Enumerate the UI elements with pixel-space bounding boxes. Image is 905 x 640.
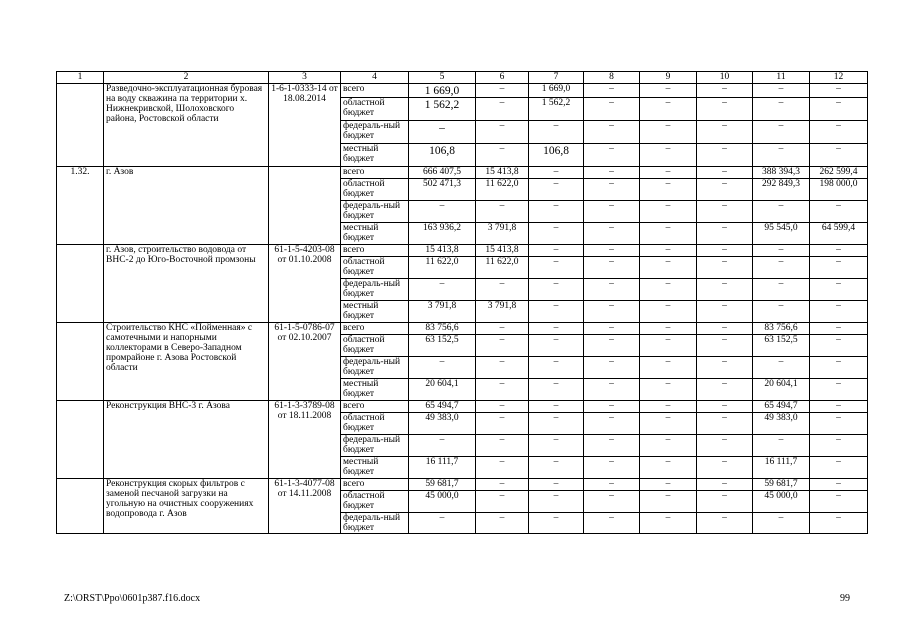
amount-cell: –	[697, 121, 753, 144]
amount-cell: –	[810, 279, 868, 301]
funding-source-cell: федераль-ный бюджет	[341, 279, 409, 301]
amount-cell: –	[476, 323, 529, 335]
amount-cell: –	[697, 179, 753, 201]
amount-cell: –	[753, 245, 810, 257]
amount-cell: 49 383,0	[409, 413, 476, 435]
amount-cell: –	[529, 401, 584, 413]
amount-cell: –	[640, 435, 697, 457]
amount-cell: 1 669,0	[529, 84, 584, 98]
amount-cell: 3 791,8	[476, 223, 529, 245]
funding-source-cell: всего	[341, 167, 409, 179]
amount-cell: 83 756,6	[409, 323, 476, 335]
amount-cell: –	[529, 335, 584, 357]
amount-cell: –	[476, 491, 529, 513]
amount-cell: –	[584, 401, 640, 413]
project-name-cell: г. Азов	[104, 167, 269, 245]
amount-cell: –	[810, 513, 868, 534]
amount-cell: –	[810, 379, 868, 401]
funding-source-cell: областной бюджет	[341, 98, 409, 121]
amount-cell: 15 413,8	[476, 167, 529, 179]
table-row	[57, 401, 868, 413]
project-name-cell: Разведочно-эксплуатационная буровая на воду скважина па территории х. Нижнекривской, Шолоховского района, Ростовской области	[104, 84, 269, 167]
document-ref-cell: 61-1-3-3789-08 от 18.11.2008	[269, 401, 341, 479]
amount-cell: –	[529, 357, 584, 379]
amount-cell: 198 000,0	[810, 179, 868, 201]
amount-cell: 45 000,0	[409, 491, 476, 513]
amount-cell: –	[584, 144, 640, 167]
amount-cell: –	[640, 479, 697, 491]
amount-cell: –	[476, 98, 529, 121]
amount-cell: –	[529, 435, 584, 457]
amount-cell: –	[584, 245, 640, 257]
amount-cell: –	[753, 279, 810, 301]
amount-cell: –	[697, 98, 753, 121]
funding-source-cell: федераль-ный бюджет	[341, 435, 409, 457]
amount-cell: –	[753, 357, 810, 379]
amount-cell: –	[409, 435, 476, 457]
amount-cell: –	[810, 84, 868, 98]
amount-cell: –	[584, 335, 640, 357]
amount-cell: 63 152,5	[753, 335, 810, 357]
amount-cell: –	[476, 144, 529, 167]
amount-cell: –	[584, 357, 640, 379]
amount-cell: –	[697, 245, 753, 257]
amount-cell: 11 622,0	[476, 179, 529, 201]
amount-cell: 45 000,0	[753, 491, 810, 513]
amount-cell: 1 562,2	[529, 98, 584, 121]
funding-source-cell: местный бюджет	[341, 379, 409, 401]
amount-cell: –	[529, 279, 584, 301]
amount-cell: –	[753, 98, 810, 121]
project-name-cell: г. Азов, строительство водовода от ВНС-2 до Юго-Восточной промзоны	[104, 245, 269, 323]
column-number-cell: 1	[57, 72, 104, 84]
amount-cell: –	[640, 84, 697, 98]
amount-cell: 15 413,8	[476, 245, 529, 257]
amount-cell: –	[640, 179, 697, 201]
column-number-cell: 5	[409, 72, 476, 84]
funding-source-cell: федераль-ный бюджет	[341, 357, 409, 379]
funding-source-cell: областной бюджет	[341, 257, 409, 279]
funding-source-cell: федераль-ный бюджет	[341, 121, 409, 144]
amount-cell: –	[640, 144, 697, 167]
amount-cell: –	[529, 491, 584, 513]
amount-cell: –	[584, 413, 640, 435]
amount-cell: –	[810, 301, 868, 323]
amount-cell: 49 383,0	[753, 413, 810, 435]
funding-source-cell: областной бюджет	[341, 491, 409, 513]
amount-cell: –	[529, 379, 584, 401]
amount-cell: –	[584, 457, 640, 479]
amount-cell: 3 791,8	[476, 301, 529, 323]
amount-cell: 59 681,7	[753, 479, 810, 491]
amount-cell: –	[409, 201, 476, 223]
amount-cell: 11 622,0	[476, 257, 529, 279]
amount-cell: –	[584, 513, 640, 534]
amount-cell: –	[697, 379, 753, 401]
project-name-cell: Строительство КНС «Пойменная» с самотечными и напорными коллекторами в Северо-Западном промрайоне г. Азова Ростовской области	[104, 323, 269, 401]
amount-cell: –	[640, 223, 697, 245]
column-number-cell: 11	[753, 72, 810, 84]
amount-cell: 1 562,2	[409, 98, 476, 121]
amount-cell: 59 681,7	[409, 479, 476, 491]
amount-cell: –	[529, 479, 584, 491]
column-number-cell: 12	[810, 72, 868, 84]
amount-cell: 1 669,0	[409, 84, 476, 98]
document-ref-cell: 61-1-5-4203-08 от 01.10.2008	[269, 245, 341, 323]
amount-cell: –	[640, 121, 697, 144]
table-row	[57, 84, 868, 98]
amount-cell: –	[584, 121, 640, 144]
column-number-cell: 2	[104, 72, 269, 84]
column-number-cell: 9	[640, 72, 697, 84]
amount-cell: –	[640, 245, 697, 257]
amount-cell: –	[529, 323, 584, 335]
table-row	[57, 323, 868, 335]
footer-file-path: Z:\ORST\Ppo\0601p387.f16.docx	[64, 593, 201, 604]
amount-cell: –	[810, 457, 868, 479]
amount-cell: –	[529, 167, 584, 179]
amount-cell: –	[476, 84, 529, 98]
funding-source-cell: местный бюджет	[341, 457, 409, 479]
amount-cell: –	[810, 479, 868, 491]
amount-cell: –	[640, 279, 697, 301]
amount-cell: –	[476, 357, 529, 379]
project-name-cell: Реконструкция скорых фильтров с заменой песчаной загрузки на угольную на очистных сооружениях водопровода г. Азов	[104, 479, 269, 534]
amount-cell: –	[584, 201, 640, 223]
amount-cell: –	[810, 435, 868, 457]
amount-cell: –	[584, 84, 640, 98]
amount-cell: –	[697, 323, 753, 335]
amount-cell: –	[476, 413, 529, 435]
amount-cell: –	[640, 98, 697, 121]
amount-cell: –	[697, 257, 753, 279]
amount-cell: 666 407,5	[409, 167, 476, 179]
amount-cell: 15 413,8	[409, 245, 476, 257]
amount-cell: –	[529, 245, 584, 257]
amount-cell: 65 494,7	[753, 401, 810, 413]
amount-cell: –	[753, 144, 810, 167]
amount-cell: –	[810, 121, 868, 144]
amount-cell: –	[640, 457, 697, 479]
amount-cell: –	[584, 257, 640, 279]
amount-cell: 20 604,1	[409, 379, 476, 401]
amount-cell: –	[476, 335, 529, 357]
amount-cell: –	[409, 279, 476, 301]
amount-cell: –	[640, 379, 697, 401]
amount-cell: 163 936,2	[409, 223, 476, 245]
amount-cell: –	[810, 335, 868, 357]
funding-source-cell: всего	[341, 401, 409, 413]
document-ref-cell: 61-1-3-4077-08 от 14.11.2008	[269, 479, 341, 534]
amount-cell: –	[584, 479, 640, 491]
amount-cell: –	[753, 435, 810, 457]
amount-cell: –	[640, 167, 697, 179]
amount-cell: –	[640, 413, 697, 435]
amount-cell: 63 152,5	[409, 335, 476, 357]
funding-source-cell: областной бюджет	[341, 413, 409, 435]
amount-cell: –	[697, 479, 753, 491]
amount-cell: –	[584, 279, 640, 301]
amount-cell: –	[810, 98, 868, 121]
amount-cell: –	[640, 323, 697, 335]
document-ref-cell	[269, 167, 341, 245]
amount-cell: –	[697, 279, 753, 301]
amount-cell: –	[640, 401, 697, 413]
amount-cell: –	[697, 201, 753, 223]
table-row	[57, 245, 868, 257]
amount-cell: –	[697, 491, 753, 513]
amount-cell: –	[753, 84, 810, 98]
amount-cell: 502 471,3	[409, 179, 476, 201]
funding-source-cell: всего	[341, 323, 409, 335]
funding-source-cell: местный бюджет	[341, 301, 409, 323]
column-number-cell: 7	[529, 72, 584, 84]
amount-cell: –	[640, 357, 697, 379]
amount-cell: –	[697, 457, 753, 479]
amount-cell: –	[584, 98, 640, 121]
amount-cell: –	[409, 121, 476, 144]
amount-cell: –	[476, 201, 529, 223]
amount-cell: –	[810, 245, 868, 257]
amount-cell: –	[697, 401, 753, 413]
item-number-cell	[57, 323, 104, 401]
amount-cell: –	[529, 513, 584, 534]
item-number-cell	[57, 401, 104, 479]
funding-source-cell: всего	[341, 84, 409, 98]
amount-cell: –	[810, 323, 868, 335]
amount-cell: –	[529, 257, 584, 279]
amount-cell: 20 604,1	[753, 379, 810, 401]
amount-cell: –	[810, 401, 868, 413]
amount-cell: –	[584, 301, 640, 323]
amount-cell: –	[529, 121, 584, 144]
amount-cell: –	[529, 201, 584, 223]
amount-cell: –	[810, 201, 868, 223]
amount-cell: –	[529, 457, 584, 479]
amount-cell: –	[476, 121, 529, 144]
column-number-cell: 4	[341, 72, 409, 84]
amount-cell: –	[697, 357, 753, 379]
amount-cell: –	[476, 279, 529, 301]
funding-source-cell: областной бюджет	[341, 335, 409, 357]
amount-cell: –	[753, 257, 810, 279]
funding-source-cell: федераль-ный бюджет	[341, 201, 409, 223]
amount-cell: –	[640, 201, 697, 223]
item-number-cell	[57, 245, 104, 323]
funding-source-cell: федераль-ный бюджет	[341, 513, 409, 534]
amount-cell: –	[640, 301, 697, 323]
funding-source-cell: областной бюджет	[341, 179, 409, 201]
amount-cell: –	[529, 413, 584, 435]
amount-cell: –	[584, 323, 640, 335]
column-number-cell: 8	[584, 72, 640, 84]
amount-cell: –	[810, 413, 868, 435]
amount-cell: –	[697, 513, 753, 534]
column-number-cell: 6	[476, 72, 529, 84]
amount-cell: –	[697, 413, 753, 435]
amount-cell: –	[409, 513, 476, 534]
document-ref-cell: 61-1-5-0786-07 от 02.10.2007	[269, 323, 341, 401]
footer-page-number: 99	[840, 593, 850, 604]
amount-cell: –	[584, 379, 640, 401]
amount-cell: –	[810, 357, 868, 379]
amount-cell: 3 791,8	[409, 301, 476, 323]
amount-cell: 11 622,0	[409, 257, 476, 279]
amount-cell: –	[476, 435, 529, 457]
amount-cell: 95 545,0	[753, 223, 810, 245]
amount-cell: 388 394,3	[753, 167, 810, 179]
amount-cell: –	[697, 144, 753, 167]
amount-cell: –	[810, 144, 868, 167]
funding-source-cell: всего	[341, 245, 409, 257]
amount-cell: 106,8	[529, 144, 584, 167]
amount-cell: –	[529, 223, 584, 245]
amount-cell: –	[753, 513, 810, 534]
amount-cell: –	[697, 223, 753, 245]
column-number-cell: 3	[269, 72, 341, 84]
amount-cell: –	[753, 121, 810, 144]
amount-cell: –	[640, 257, 697, 279]
amount-cell: –	[810, 257, 868, 279]
amount-cell: –	[753, 201, 810, 223]
amount-cell: –	[584, 167, 640, 179]
amount-cell: –	[640, 513, 697, 534]
amount-cell: –	[476, 513, 529, 534]
amount-cell: –	[476, 457, 529, 479]
item-number-cell	[57, 479, 104, 534]
amount-cell: –	[409, 357, 476, 379]
document-ref-cell: 1-6-1-0333-14 от 18.08.2014	[269, 84, 341, 167]
amount-cell: –	[529, 301, 584, 323]
amount-cell: –	[697, 84, 753, 98]
table-row	[57, 167, 868, 179]
amount-cell: 292 849,3	[753, 179, 810, 201]
budget-table	[56, 71, 868, 534]
amount-cell: –	[697, 335, 753, 357]
amount-cell: –	[697, 301, 753, 323]
amount-cell: –	[584, 179, 640, 201]
amount-cell: –	[810, 491, 868, 513]
amount-cell: 16 111,7	[753, 457, 810, 479]
project-name-cell: Реконструкция ВНС-3 г. Азова	[104, 401, 269, 479]
item-number-cell	[57, 84, 104, 167]
amount-cell: –	[640, 335, 697, 357]
amount-cell: 262 599,4	[810, 167, 868, 179]
amount-cell: –	[584, 491, 640, 513]
amount-cell: –	[476, 379, 529, 401]
amount-cell: 106,8	[409, 144, 476, 167]
amount-cell: –	[697, 435, 753, 457]
amount-cell: –	[476, 401, 529, 413]
amount-cell: 65 494,7	[409, 401, 476, 413]
funding-source-cell: всего	[341, 479, 409, 491]
amount-cell: –	[476, 479, 529, 491]
amount-cell: 64 599,4	[810, 223, 868, 245]
amount-cell: –	[640, 491, 697, 513]
amount-cell: 83 756,6	[753, 323, 810, 335]
funding-source-cell: местный бюджет	[341, 144, 409, 167]
table-row	[57, 479, 868, 491]
amount-cell: –	[697, 167, 753, 179]
amount-cell: –	[529, 179, 584, 201]
amount-cell: –	[753, 301, 810, 323]
amount-cell: –	[584, 223, 640, 245]
item-number-cell: 1.32.	[57, 167, 104, 245]
amount-cell: –	[584, 435, 640, 457]
column-number-row	[57, 72, 868, 84]
funding-source-cell: местный бюджет	[341, 223, 409, 245]
column-number-cell: 10	[697, 72, 753, 84]
amount-cell: 16 111,7	[409, 457, 476, 479]
